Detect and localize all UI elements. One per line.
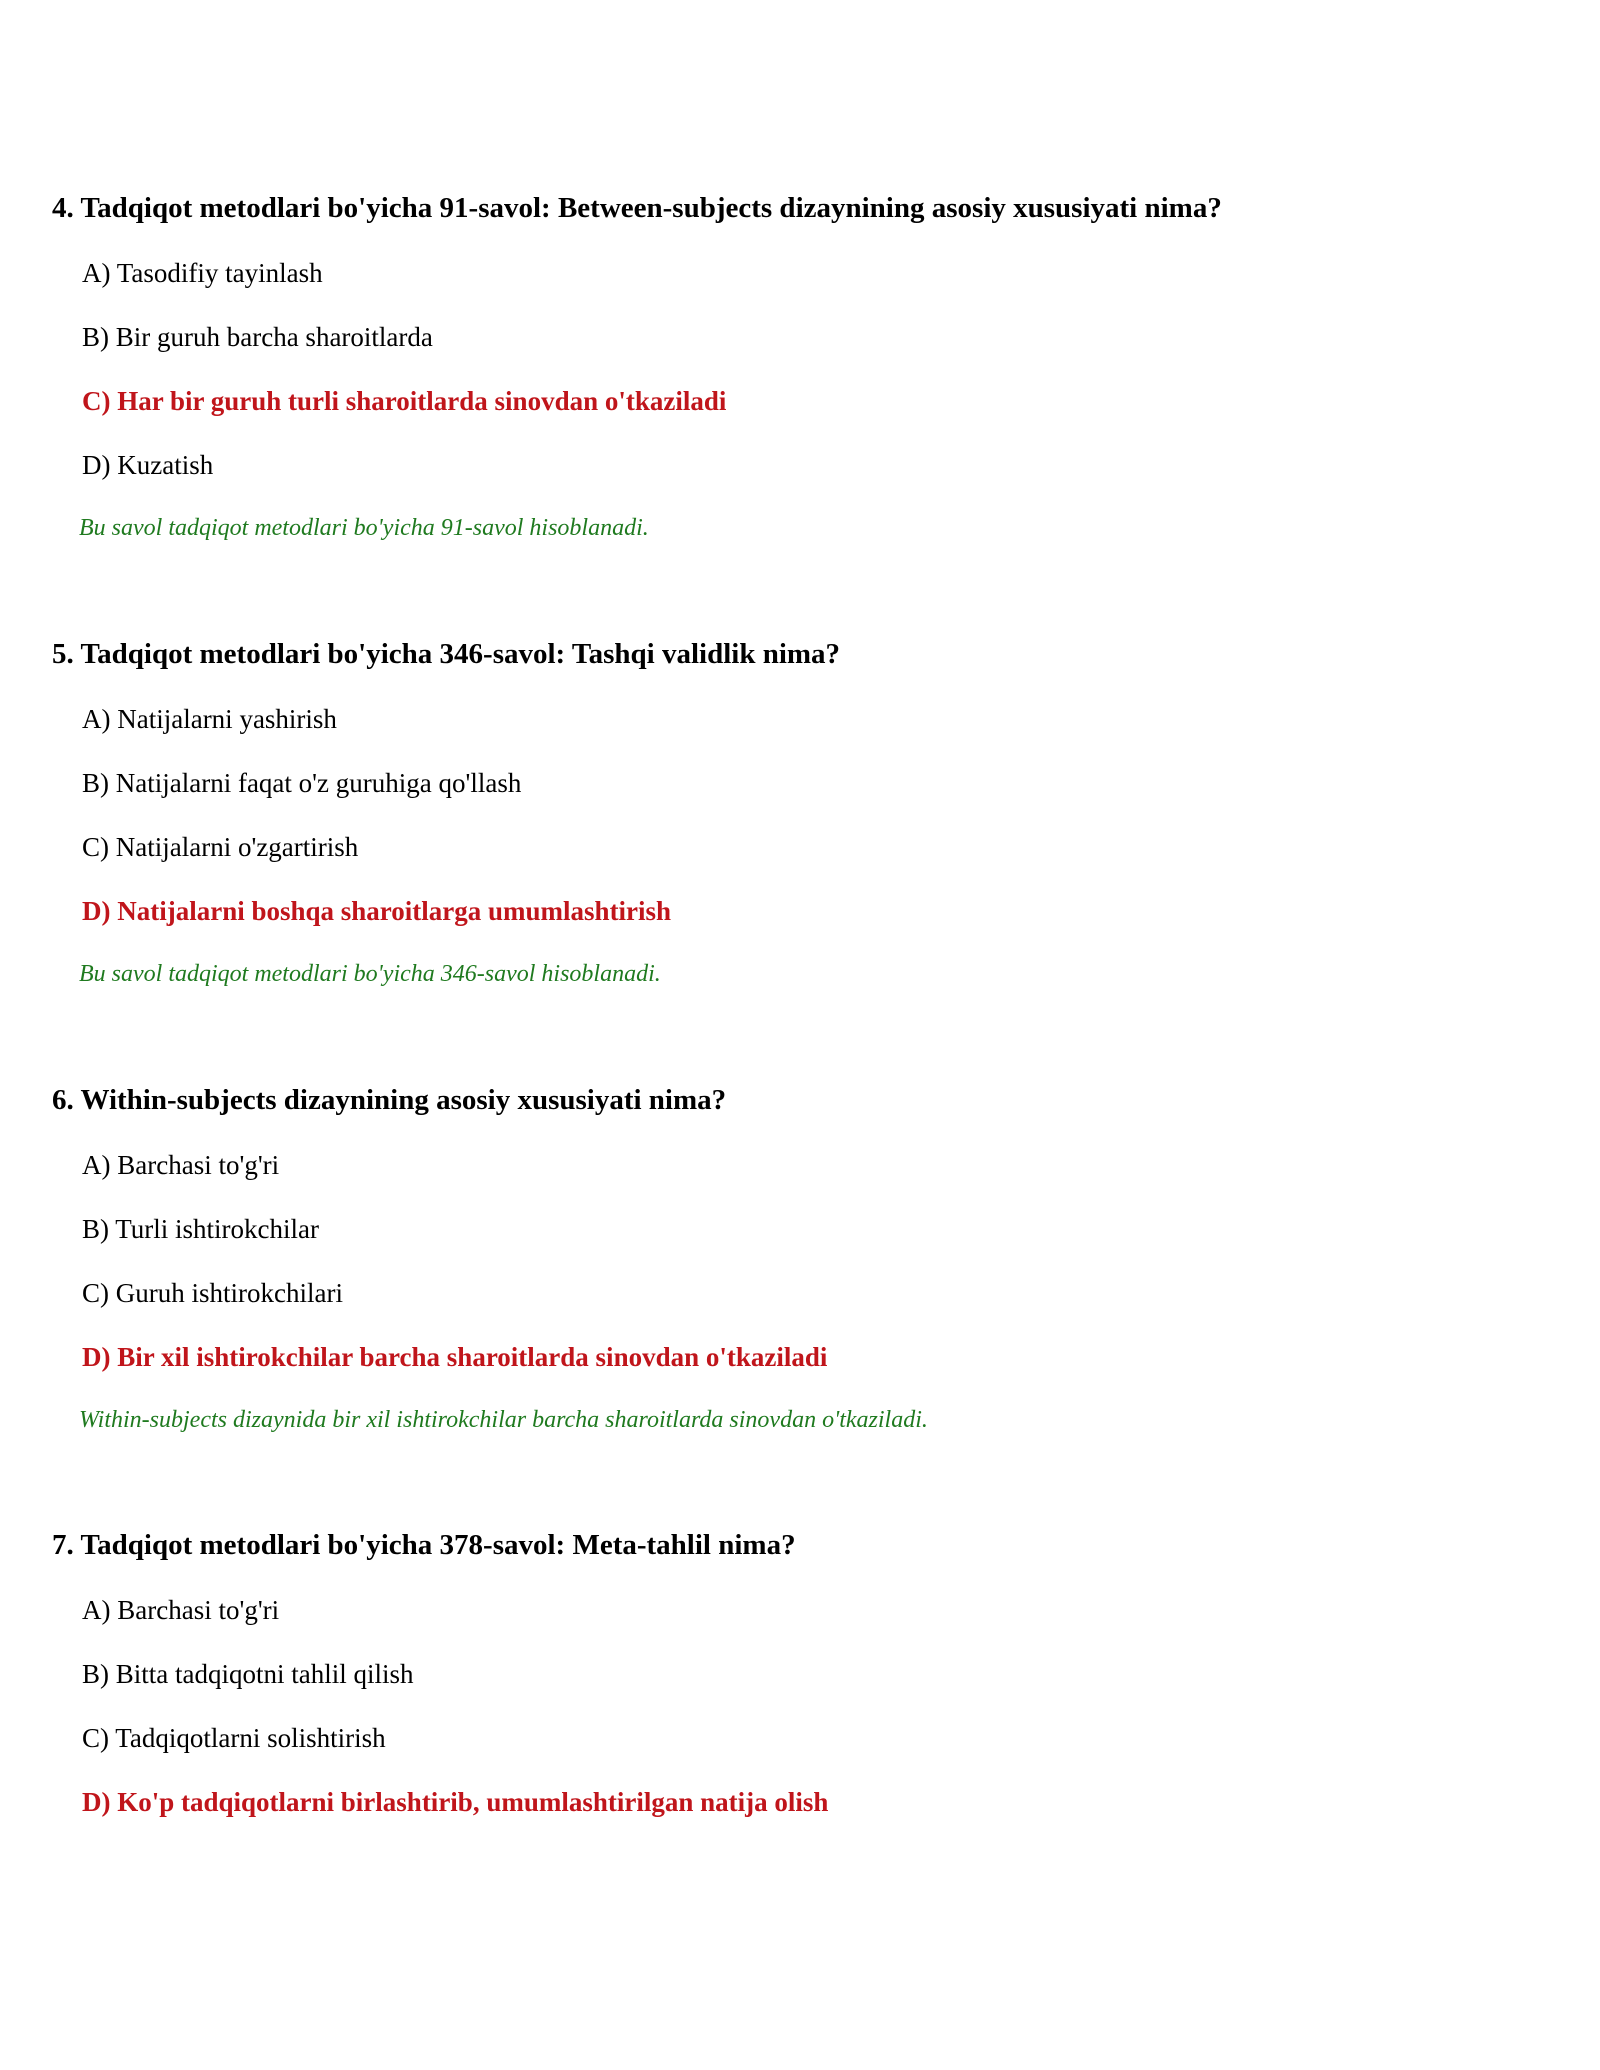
answer-option-c: C) Guruh ishtirokchilari xyxy=(82,1278,343,1308)
explanation-note: Bu savol tadqiqot metodlari bo'yicha 91-savol hisoblanadi. xyxy=(79,515,649,541)
answer-options xyxy=(52,256,1552,482)
answer-option-b: B) Bitta tadqiqotni tahlil qilish xyxy=(82,1659,414,1689)
answer-option-a: A) Natijalarni yashirish xyxy=(82,704,337,734)
explanation-note: Within-subjects dizaynida bir xil ishtirokchilar barcha sharoitlarda sinovdan o'tkaziladi. xyxy=(79,1407,928,1433)
answer-option-b: B) Turli ishtirokchilar xyxy=(82,1214,320,1244)
answer-option-d-correct: D) Ko'p tadqiqotlarni birlashtirib, umumlashtirilgan natija olish xyxy=(82,1787,829,1817)
answer-option-d: D) Kuzatish xyxy=(82,450,214,480)
answer-option-a: A) Barchasi to'g'ri xyxy=(82,1595,280,1625)
answer-option-c: C) Natijalarni o'zgartirish xyxy=(82,832,359,862)
answer-option-a: A) Barchasi to'g'ri xyxy=(82,1150,280,1180)
answer-options xyxy=(52,702,1552,928)
explanation-note: Bu savol tadqiqot metodlari bo'yicha 346-savol hisoblanadi. xyxy=(79,961,661,987)
question-block-7 xyxy=(52,1527,1552,1819)
question-title: 6. Within-subjects dizaynining asosiy xususiyati nima? xyxy=(52,1084,727,1116)
answer-option-b: B) Bir guruh barcha sharoitlarda xyxy=(82,322,433,352)
answer-option-c-correct: C) Har bir guruh turli sharoitlarda sinovdan o'tkaziladi xyxy=(82,386,727,416)
answer-option-d-correct: D) Natijalarni boshqa sharoitlarga umumlashtirish xyxy=(82,896,672,926)
answer-option-a: A) Tasodifiy tayinlash xyxy=(82,258,323,288)
question-block-6 xyxy=(52,1082,1552,1435)
question-block-4 xyxy=(52,190,1552,543)
answer-options xyxy=(52,1593,1552,1819)
question-title: 4. Tadqiqot metodlari bo'yicha 91-savol: Between-subjects dizaynining asosiy xususiyati nima? xyxy=(52,192,1222,224)
answer-option-b: B) Natijalarni faqat o'z guruhiga qo'llash xyxy=(82,768,522,798)
question-title: 7. Tadqiqot metodlari bo'yicha 378-savol: Meta-tahlil nima? xyxy=(52,1529,796,1561)
question-title: 5. Tadqiqot metodlari bo'yicha 346-savol: Tashqi validlik nima? xyxy=(52,638,841,670)
answer-option-c: C) Tadqiqotlarni solishtirish xyxy=(82,1723,386,1753)
answer-option-d-correct: D) Bir xil ishtirokchilar barcha sharoitlarda sinovdan o'tkaziladi xyxy=(82,1342,828,1372)
answer-options xyxy=(52,1148,1552,1374)
question-block-5 xyxy=(52,636,1552,989)
